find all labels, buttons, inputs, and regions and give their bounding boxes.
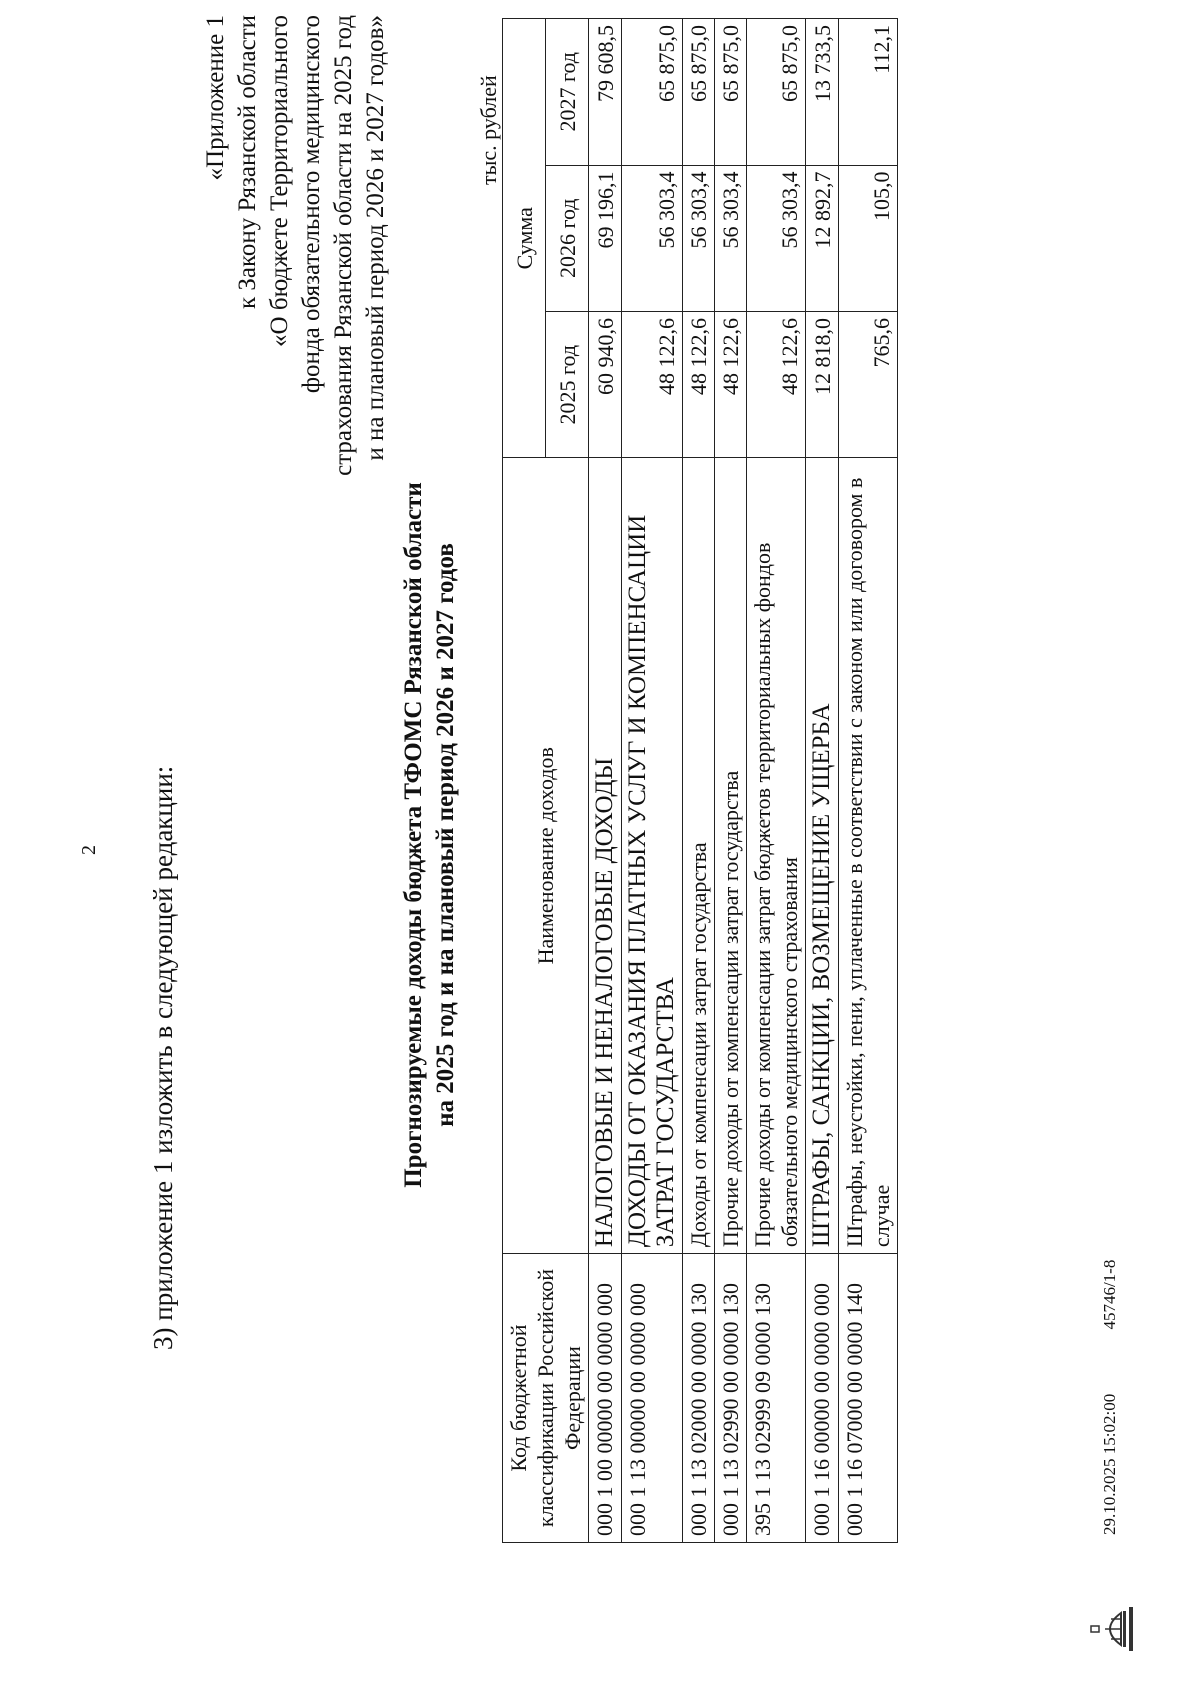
row-name: Доходы от компенсации затрат государства <box>683 458 715 1254</box>
table-row <box>747 19 806 1543</box>
row-value-2026: 56 303,4 <box>715 165 747 311</box>
row-value-2026: 12 892,7 <box>806 165 839 311</box>
table-row <box>622 19 683 1543</box>
row-value-2025: 60 940,6 <box>589 311 622 457</box>
row-code: 000 1 13 02990 00 0000 130 <box>715 1254 747 1543</box>
title-line-2: на 2025 год и на плановый период 2026 и 2027 годов <box>432 543 459 1127</box>
header-name: Наименование доходов <box>503 458 589 1254</box>
footer-datetime: 29.10.2025 15:02:00 <box>1100 1393 1119 1535</box>
row-value-2026: 56 303,4 <box>747 165 806 311</box>
header-year-2027: 2027 год <box>546 19 589 166</box>
appendix-reference <box>200 15 392 655</box>
row-value-2025: 48 122,6 <box>747 311 806 457</box>
row-value-2026: 56 303,4 <box>683 165 715 311</box>
row-value-2027: 65 875,0 <box>747 19 806 166</box>
row-code: 000 1 00 00000 00 0000 000 <box>589 1254 622 1543</box>
row-value-2027: 65 875,0 <box>622 19 683 166</box>
header-year-2026: 2026 год <box>546 165 589 311</box>
income-table <box>502 18 898 1543</box>
table-header-row <box>503 19 546 1543</box>
table-row <box>806 19 839 1543</box>
row-name: Штрафы, неустойки, пени, уплаченные в соответствии с законом или договором в случае <box>839 458 898 1254</box>
header-year-2025: 2025 год <box>546 311 589 457</box>
appendix-line: к Закону Рязанской области <box>234 15 261 309</box>
row-value-2026: 105,0 <box>839 165 898 311</box>
appendix-line: страхования Рязанской области на 2025 год <box>330 15 357 476</box>
row-name: Прочие доходы от компенсации затрат бюджетов территориальных фондов обязательного медицинского страхования <box>747 458 806 1254</box>
row-value-2027: 112,1 <box>839 19 898 166</box>
footer-stamp <box>1100 1200 1120 1535</box>
row-name: ШТРАФЫ, САНКЦИИ, ВОЗМЕЩЕНИЕ УЩЕРБА <box>806 458 839 1254</box>
row-value-2027: 65 875,0 <box>715 19 747 166</box>
row-code: 000 1 16 07000 00 0000 140 <box>839 1254 898 1543</box>
units-label: тыс. рублей <box>476 75 501 185</box>
row-name: Прочие доходы от компенсации затрат государства <box>715 458 747 1254</box>
row-value-2026: 69 196,1 <box>589 165 622 311</box>
row-code: 000 1 16 00000 00 0000 000 <box>806 1254 839 1543</box>
row-value-2025: 48 122,6 <box>715 311 747 457</box>
row-code: 000 1 13 02000 00 0000 130 <box>683 1254 715 1543</box>
table-row <box>589 19 622 1543</box>
appendix-line: и на плановый период 2026 и 2027 годов» <box>362 15 389 461</box>
row-value-2025: 765,6 <box>839 311 898 457</box>
row-value-2025: 48 122,6 <box>622 311 683 457</box>
intro-text: 3) приложение 1 изложить в следующей редакции: <box>148 765 178 1350</box>
appendix-line: «О бюджете Территориального <box>266 15 293 347</box>
row-name: ДОХОДЫ ОТ ОКАЗАНИЯ ПЛАТНЫХ УСЛУГ И КОМПЕНСАЦИИ ЗАТРАТ ГОСУДАРСТВА <box>622 458 683 1254</box>
document-title <box>398 335 462 1335</box>
header-code: Код бюджетной классификации Российской Федерации <box>503 1254 589 1543</box>
appendix-line: «Приложение 1 <box>202 15 229 181</box>
row-value-2027: 65 875,0 <box>683 19 715 166</box>
row-code: 000 1 13 00000 00 0000 000 <box>622 1254 683 1543</box>
row-code: 395 1 13 02999 09 0000 130 <box>747 1254 806 1543</box>
row-value-2026: 56 303,4 <box>622 165 683 311</box>
row-name: НАЛОГОВЫЕ И НЕНАЛОГОВЫЕ ДОХОДЫ <box>589 458 622 1254</box>
row-value-2025: 12 818,0 <box>806 311 839 457</box>
table-row <box>839 19 898 1543</box>
page-number: 2 <box>78 845 100 855</box>
emblem-icon <box>1085 1601 1141 1657</box>
row-value-2027: 79 608,5 <box>589 19 622 166</box>
row-value-2025: 48 122,6 <box>683 311 715 457</box>
row-value-2027: 13 733,5 <box>806 19 839 166</box>
title-line-1: Прогнозируемые доходы бюджета ТФОМС Рязанской области <box>400 482 427 1188</box>
footer-doc-id: 45746/1-8 <box>1100 1259 1119 1330</box>
appendix-line: фонда обязательного медицинского <box>298 15 325 394</box>
table-row <box>715 19 747 1543</box>
header-sum: Сумма <box>503 19 546 458</box>
table-row <box>683 19 715 1543</box>
